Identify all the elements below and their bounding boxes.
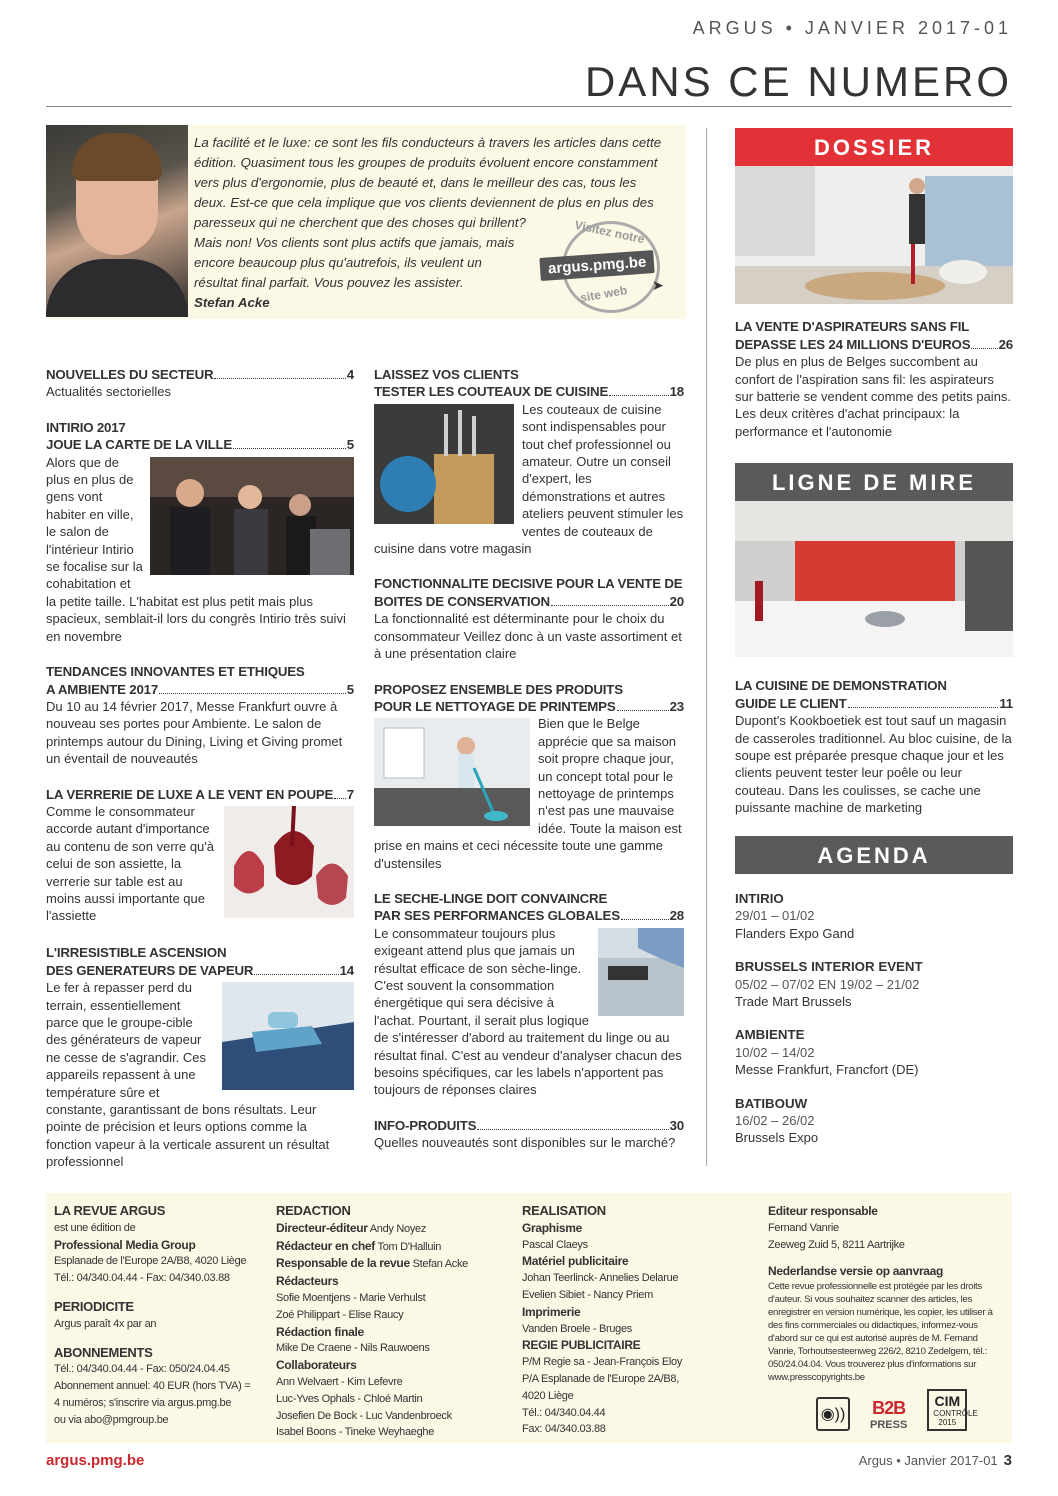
column-divider (706, 128, 707, 1166)
colophon (46, 1193, 1012, 1443)
toc-item[interactable]: FONCTIONNALITE DECISIVE POUR LA VENTE DE BOITES DE CONSERVATION 20 La fonctionnalité est déterminante pour le choix du consommateur Veillez donc à un vaste assortiment et à une présentation claire (374, 576, 684, 662)
agenda-item[interactable]: AMBIENTE 10/02 – 14/02 Messe Frankfurt, Francfort (DE) (735, 1027, 919, 1078)
header-divider (46, 106, 1012, 107)
colophon-col-2: REDACTION Directeur-éditeur Andy Noyez Rédacteur en chef Tom D'Halluin Responsable de la revue Stefan Acke Rédacteurs Sofie Moentjens - Marie Verhulst Zoé Philippart - Elise Raucy Rédaction finale Mike De Craene - Nils Rauwoens Collaborateurs Ann Welvaert - Kim Lefevre Luc-Yves Ophals - Chloé Martin Josefien De Bock - Luc Vandenbroeck Isabel Boons - Tineke Weyhaeghe (276, 1203, 468, 1439)
cim-logo: CIM CONTRÔLE 2015 (927, 1389, 967, 1431)
agenda-item[interactable]: BRUSSELS INTERIOR EVENT 05/02 – 07/02 EN 19/02 – 21/02 Trade Mart Brussels (735, 959, 923, 1010)
toc-item[interactable]: TENDANCES INNOVANTES ET ETHIQUES A AMBIENTE 2017 5 Du 10 au 14 février 2017, Messe Frankfurt ouvre à nouveau ses portes pour Ambiente. Le salon de printemps autour du Dining, Living et Giving promet un éventail de nouveautés (46, 664, 354, 767)
photo-intirio-congress (150, 457, 354, 579)
website-link[interactable]: argus.pmg.be (539, 250, 655, 281)
photo-steam-iron (222, 982, 354, 1094)
issue-line: ARGUS • JANVIER 2017-01 (692, 18, 1012, 38)
page-number: 3 (1003, 1452, 1012, 1469)
agenda-section (735, 836, 1013, 1163)
photo-demo-kitchen (735, 501, 1013, 661)
mire-banner: LIGNE DE MIRE (735, 463, 1013, 501)
dossier-title[interactable]: LA VENTE D'ASPIRATEURS SANS FIL DEPASSE LES 24 MILLIONS D'EUROS 26 (735, 319, 1013, 352)
mire-title[interactable]: LA CUISINE DE DEMONSTRATION GUIDE LE CLIENT 11 (735, 678, 1013, 711)
website-footer-link[interactable]: argus.pmg.be (46, 1452, 145, 1469)
colophon-col-1: LA REVUE ARGUS est une édition de Professional Media Group Esplanade de l'Europe 2A/B8, 4020 Liège Tél.: 04/340.04.44 - Fax: 04/340.03.88 PERIODICITE Argus paraît 4x par an ABONNEMENTS Tél.: 04/340.04.44 - Fax: 050/24.04.45 Abonnement annuel: 40 EUR (hors TVA) = 4 numéros; s'inscrire via argus.pmg.be ou via abo@pmgroup.be (54, 1203, 251, 1426)
agenda-item[interactable]: BATIBOUW 16/02 – 26/02 Brussels Expo (735, 1095, 819, 1146)
toc-item[interactable]: NOUVELLES DU SECTEUR 4 Actualités sectorielles (46, 367, 354, 400)
toc-item[interactable]: PROPOSEZ ENSEMBLE DES PRODUITS POUR LE NETTOYAGE DE PRINTEMPS 23 Bien que le Belge apprécie que sa maison soit propre chaque jour, un concept total pour le nettoyage de printemps n'est pas une mauvaise idée. Toute la maison est prise en mains et ceci nécessite toute une gamme d'ustensiles (374, 681, 684, 871)
audio-logo-icon: ◉)) (816, 1397, 850, 1431)
mire-body: Dupont's Kookboetiek est tout sauf un magasin de casseroles traditionnel. Au bloc cuisine, de la soupe est préparée presque chaque jour et les clients peuvent tester leur poêle ou leur couteau. Dans les coulisses, se cache une puissante machine de marketing (735, 713, 1012, 816)
toc-item[interactable]: LAISSEZ VOS CLIENTS TESTER LES COUTEAUX DE CUISINE 18 Les couteaux de cuisine sont indispensables pour tout chef professionnel ou amateur. Outre un conseil d'expert, les démonstrations et autres ateliers peuvent stimuler les ventes de couteaux de cuisine dans votre magasin (374, 367, 684, 557)
colophon-col-3: REALISATION Graphisme Pascal Claeys Matériel publicitaire Johan Teerlinck- Annelies Delarue Evelien Sibiet - Nancy Priem Imprimerie Vanden Broele - Bruges REGIE PUBLICITAIRE P/M Regie sa - Jean-François Eloy P/A Esplanade de l'Europe 2A/B8, 4020 Liège Tél.: 04/340.04.44 Fax: 04/340.03.88 (522, 1203, 683, 1436)
dossier-body: De plus en plus de Belges succombent au confort de l'aspiration sans fil: les aspirateurs sur batterie se vendent comme des petits pains. Les deux critères d'achat principaux: la performance et l'autonomie (735, 354, 1012, 439)
editorial-text: La facilité et le luxe: ce sont les fils conducteurs à travers les articles dans cette édition. Quasiment tous les groupes de produits évoluent encore constamment vers plus d'ergonomie, plus de beauté et, dans le meilleur des cas, tous les deux. Est-ce que cela implique que vos clients deviennent de plus en plus des paresseux qui ne cherchent que des choses qui brillent? Mais non! Vos clients sont plus actifs que jamais, mais encore beaucoup plus qu'autrefois, ils veulent un résultat final parfait. Vous pouvez les assister. Stefan Acke (194, 135, 662, 310)
cursor-icon: ➤ (652, 277, 664, 293)
mire-section (735, 463, 1013, 817)
dossier-section (735, 128, 1013, 440)
photo-cleaning (374, 718, 530, 830)
page-title: DANS CE NUMERO (584, 58, 1012, 105)
b2b-press-logo: B2B PRESS (870, 1398, 908, 1431)
toc-column-1 (46, 366, 354, 1189)
photo-dryer (598, 928, 684, 1020)
toc-item[interactable]: L'IRRESISTIBLE ASCENSION DES GENERATEURS DE VAPEUR 14 Le fer à repasser perd du terrain, essentiellement parce que le groupe-cible des générateurs de vapeur ne cesse de s'agrandir. Ces appareils repassent à une température sûre et constante, garantissant de bons résultats. Leur pointe de précision et leurs options comme la fonction vapeur à la verticale assurent un résultat professionnel (46, 945, 354, 1170)
photo-wine-glasses (224, 806, 354, 922)
toc-item[interactable]: LA VERRERIE DE LUXE A LE VENT EN POUPE 7 Comme le consommateur accorde autant d'importance au contenu de son verre qu'à celui de son assiette, la verrerie sur table est au moins aussi importante que l'assiette (46, 786, 354, 924)
agenda-banner: AGENDA (735, 836, 1013, 874)
toc-column-2 (374, 366, 684, 1170)
photo-kitchen-knives (374, 404, 514, 528)
toc-item[interactable]: INFO-PRODUITS 30 Quelles nouveautés sont disponibles sur le marché? (374, 1117, 684, 1151)
editorial-box (46, 125, 686, 319)
photo-vacuum (735, 166, 1013, 308)
editor-portrait (46, 125, 188, 317)
dossier-banner: DOSSIER (735, 128, 1013, 166)
editorial-signature: Stefan Acke (194, 295, 270, 310)
agenda-item[interactable]: INTIRIO 29/01 – 01/02 Flanders Expo Gand (735, 891, 855, 941)
website-stamp[interactable]: Visitez notre argus.pmg.be site web ➤ (540, 221, 688, 313)
logos (816, 1389, 978, 1431)
toc-item[interactable]: INTIRIO 2017 JOUE LA CARTE DE LA VILLE 5 Alors que de plus en plus de gens vont habiter en ville, le salon de l'intérieur Intirio se focalise sur la cohabitation et la petite taille. L'habitat est plus petit mais plus spacieux, semblait-il lors du congrès Intirio très suivi en novembre (46, 419, 354, 644)
page-footer: Argus • Janvier 2017-01 3 (858, 1452, 1012, 1469)
toc-item[interactable]: LE SECHE-LINGE DOIT CONVAINCRE PAR SES PERFORMANCES GLOBALES 28 Le consommateur toujours plus exigeant attend plus que jamais un résultat efficace de son sèche-linge. C'est souvent la consommation énergétique qui sera décisive à l'achat. Pourtant, il serait plus logique de s'intéresser d'abord au traitement du linge ou au résultat final. C'est au vendeur d'analyser chacun des besoins spécifiques, car les labels n'apportent pas toujours de réponses claires (374, 890, 684, 1098)
colophon-col-4: Editeur responsable Fernand Vanrie Zeeweg Zuid 5, 8211 Aartrijke Nederlandse versie op aanvraag Cette revue professionnelle est protégée par les droits d'auteur. Si vous souhaitez scanner des articles, les enregistrer en version numérique, les copier, les utiliser à des fins commerciales ou didactiques, informez-vous d'abord sur ce qui est autorisé auprès de M. Fernand Vanrie, Torhoutsesteenweg 226/2, 8210 Zedelgem, tél.: 050/24.04.04. Vous trouverez plus d'informations sur www.presscopyrights.be (768, 1204, 993, 1384)
